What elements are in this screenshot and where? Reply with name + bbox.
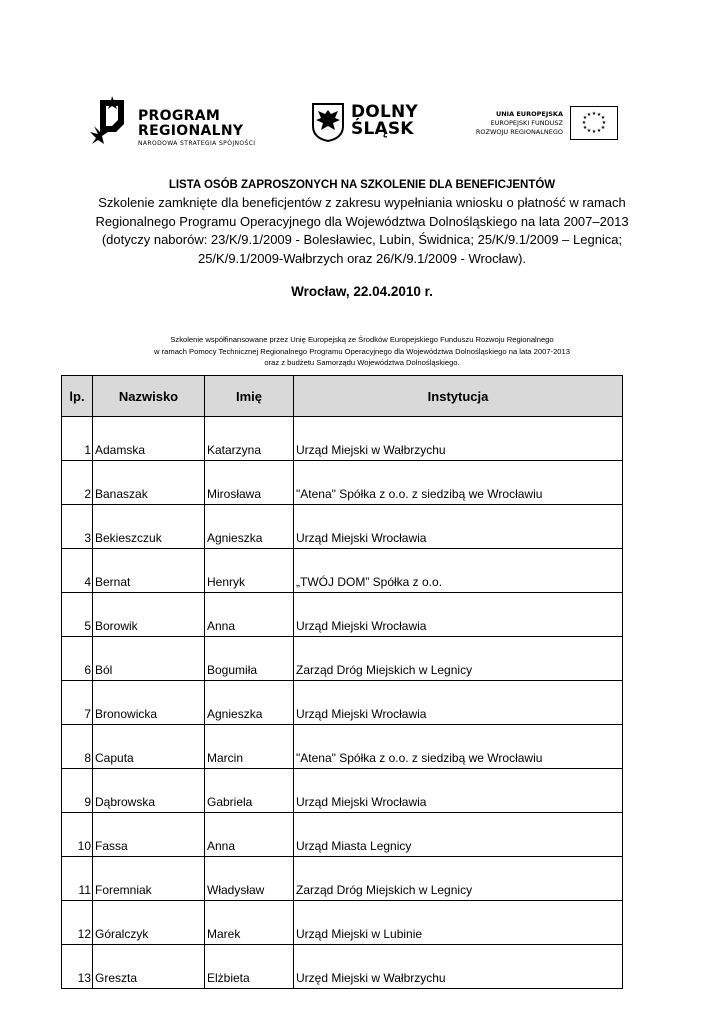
program-regionalny-logo xyxy=(86,96,271,152)
cell-instytucja: Urząd Miejski Wrocławia xyxy=(294,505,623,549)
table-row xyxy=(62,681,623,725)
cell-imie: Anna xyxy=(205,813,294,857)
cell-nazwisko: Bernat xyxy=(93,549,205,593)
cell-nazwisko: Greszta xyxy=(93,945,205,989)
cell-lp: 5 xyxy=(62,593,93,637)
cell-instytucja: „TWÓJ DOM” Spółka z o.o. xyxy=(294,549,623,593)
table-row xyxy=(62,505,623,549)
cofinancing-line: Szkolenie współfinansowane przez Unię Europejską ze Środków Europejskiego Funduszu Rozwoju Regionalnego xyxy=(170,335,554,344)
eagle-shield-icon xyxy=(311,102,345,142)
cell-nazwisko: Caputa xyxy=(93,725,205,769)
description-line: Regionalnego Programu Operacyjnego dla Województwa Dolnośląskiego na lata 2007–2013 xyxy=(95,213,629,229)
table-row xyxy=(62,945,623,989)
cell-imie: Agnieszka xyxy=(205,505,294,549)
description-line: Szkolenie zamknięte dla beneficjentów z zakresu wypełniania wniosku o płatność w ramach xyxy=(98,195,626,210)
cell-instytucja: Zarząd Dróg Miejskich w Legnicy xyxy=(294,857,623,901)
table-row xyxy=(62,417,623,461)
eu-flag-icon xyxy=(570,106,618,140)
cell-instytucja: Urząd Miejski Wrocławia xyxy=(294,593,623,637)
eu-fund-line: EUROPEJSKI FUNDUSZ xyxy=(490,119,563,127)
cell-nazwisko: Banaszak xyxy=(93,461,205,505)
cell-lp: 7 xyxy=(62,681,93,725)
table-row xyxy=(62,549,623,593)
table-header-row xyxy=(62,376,623,417)
table-row xyxy=(62,593,623,637)
cell-instytucja: Urząd Miejski Wrocławia xyxy=(294,769,623,813)
table-row xyxy=(62,637,623,681)
description-line: 25/K/9.1/2009-Wałbrzych oraz 26/K/9.1/2009 - Wrocław). xyxy=(197,250,527,266)
table-row xyxy=(62,461,623,505)
cell-lp: 10 xyxy=(62,813,93,857)
cell-lp: 11 xyxy=(62,857,93,901)
cofinancing-line: oraz z budżetu Samorządu Województwa Dolnośląskiego. xyxy=(264,358,460,367)
table-row xyxy=(62,901,623,945)
cell-imie: Władysław xyxy=(205,857,294,901)
cell-imie: Marek xyxy=(205,901,294,945)
cell-imie: Elżbieta xyxy=(205,945,294,989)
cell-imie: Mirosława xyxy=(205,461,294,505)
cell-nazwisko: Fassa xyxy=(93,813,205,857)
cell-instytucja: Urzęd Miejski w Wałbrzychu xyxy=(294,945,623,989)
program-line: PROGRAM xyxy=(138,108,221,124)
cell-nazwisko: Adamska xyxy=(93,417,205,461)
svg-text:★: ★ xyxy=(581,120,587,126)
cell-lp: 12 xyxy=(62,901,93,945)
table-body xyxy=(62,417,623,989)
cell-nazwisko: Borowik xyxy=(93,593,205,637)
cell-nazwisko: Dąbrowska xyxy=(93,769,205,813)
cofinancing-line: w ramach Pomocy Technicznej Regionalnego Programu Operacyjnego dla Województwa Dolnośląskiego na lata 2007-2013 xyxy=(154,346,570,356)
regionalny-line: REGIONALNY xyxy=(138,123,244,139)
cell-imie: Henryk xyxy=(205,549,294,593)
cell-nazwisko: Bronowicka xyxy=(93,681,205,725)
column-header-instytucja: Instytucja xyxy=(294,376,623,417)
cell-lp: 3 xyxy=(62,505,93,549)
table-row xyxy=(62,769,623,813)
column-header-nazwisko: Nazwisko xyxy=(93,376,205,417)
cell-lp: 4 xyxy=(62,549,93,593)
cell-imie: Bogumiła xyxy=(205,637,294,681)
program-regionalny-emblem-icon xyxy=(86,96,134,146)
cell-imie: Anna xyxy=(205,593,294,637)
svg-text:★: ★ xyxy=(582,115,588,121)
cell-imie: Katarzyna xyxy=(205,417,294,461)
table-row xyxy=(62,857,623,901)
eu-regional-line: ROZWOJU REGIONALNEGO xyxy=(475,128,563,136)
svg-text:★: ★ xyxy=(586,128,592,134)
cell-instytucja: Urząd Miejski Wrocławia xyxy=(294,681,623,725)
cell-lp: 9 xyxy=(62,769,93,813)
document-header xyxy=(60,176,664,299)
eu-text xyxy=(476,110,563,137)
strategy-line: NARODOWA STRATEGIA SPÓJNOŚCI xyxy=(138,140,256,147)
cell-instytucja: Zarząd Dróg Miejskich w Legnicy xyxy=(294,637,623,681)
cell-nazwisko: Ból xyxy=(93,637,205,681)
svg-text:★: ★ xyxy=(601,120,607,126)
svg-text:★: ★ xyxy=(582,125,588,131)
svg-text:★: ★ xyxy=(600,115,606,121)
description-line: (dotyczy naborów: 23/K/9.1/2009 - Bolesławiec, Lubin, Świdnica; 25/K/9.1/2009 – Legnica; xyxy=(101,232,623,247)
eu-title: UNIA EUROPEJSKA xyxy=(495,110,563,118)
document-date: Wrocław, 22.04.2010 r. xyxy=(291,284,433,299)
cell-nazwisko: Góralczyk xyxy=(93,901,205,945)
svg-text:★: ★ xyxy=(591,111,597,117)
cell-imie: Gabriela xyxy=(205,769,294,813)
cell-lp: 2 xyxy=(62,461,93,505)
cell-lp: 1 xyxy=(62,417,93,461)
svg-text:★: ★ xyxy=(600,125,606,131)
table-row xyxy=(62,725,623,769)
svg-text:★: ★ xyxy=(591,129,597,135)
cell-instytucja: Urząd Miejski w Wałbrzychu xyxy=(294,417,623,461)
column-header-lp: lp. xyxy=(62,376,93,417)
cell-imie: Marcin xyxy=(205,725,294,769)
cell-imie: Agnieszka xyxy=(205,681,294,725)
logo-bar xyxy=(86,96,626,156)
cell-instytucja: "Atena" Spółka z o.o. z siedzibą we Wrocławiu xyxy=(294,725,623,769)
svg-text:★: ★ xyxy=(596,112,602,118)
participants-table xyxy=(61,375,623,989)
column-header-imie: Imię xyxy=(205,376,294,417)
dolny-slask-logo xyxy=(311,102,431,142)
cell-instytucja: Urząd Miejski w Lubinie xyxy=(294,901,623,945)
page-title: LISTA OSÓB ZAPROSZONYCH NA SZKOLENIE DLA BENEFICJENTÓW xyxy=(168,179,556,191)
cell-lp: 6 xyxy=(62,637,93,681)
cell-lp: 8 xyxy=(62,725,93,769)
cell-nazwisko: Bekieszczuk xyxy=(93,505,205,549)
svg-text:★: ★ xyxy=(586,112,592,118)
svg-text:★: ★ xyxy=(596,128,602,134)
eu-logo xyxy=(469,106,621,142)
dolny-line: DOLNY xyxy=(351,102,418,122)
slask-line: ŚLĄSK xyxy=(351,119,414,139)
cell-nazwisko: Foremniak xyxy=(93,857,205,901)
cell-instytucja: Urząd Miasta Legnicy xyxy=(294,813,623,857)
table-row xyxy=(62,813,623,857)
cofinancing-note xyxy=(60,334,664,369)
cell-instytucja: "Atena" Spółka z o.o. z siedzibą we Wrocławiu xyxy=(294,461,623,505)
cell-lp: 13 xyxy=(62,945,93,989)
